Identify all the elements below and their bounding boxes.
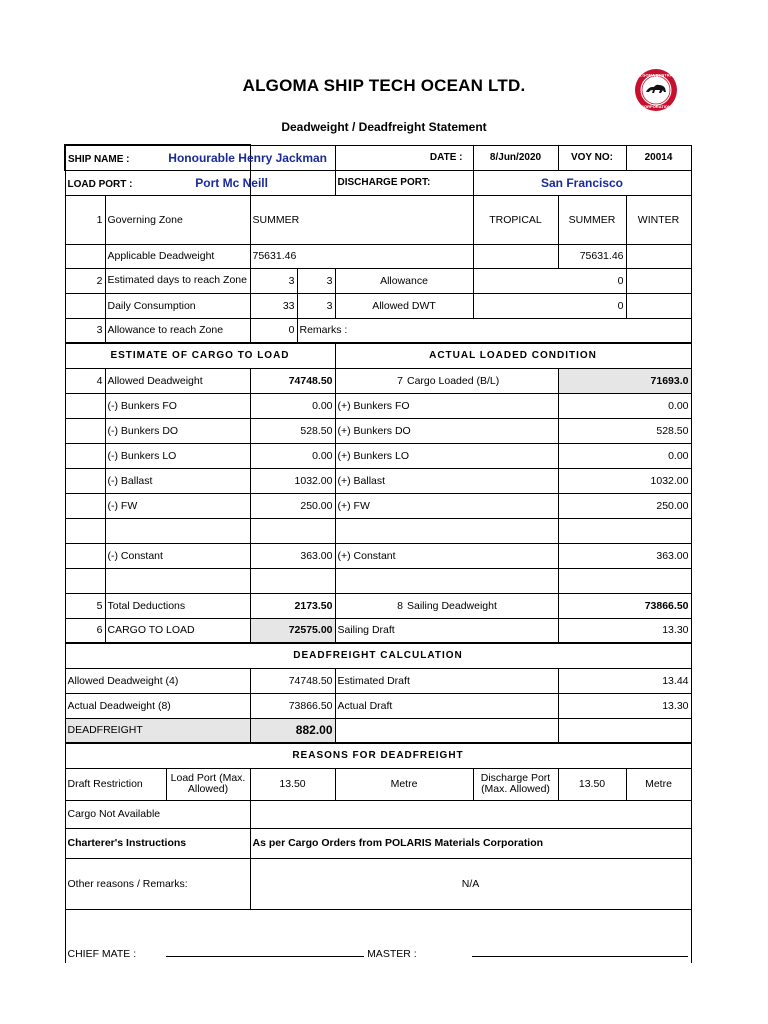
estimate-row-value: 1032.00 bbox=[250, 468, 335, 493]
cargo-to-load-label: CARGO TO LOAD bbox=[105, 618, 250, 643]
estimate-row-value: 0.00 bbox=[250, 443, 335, 468]
deduction-row bbox=[65, 543, 691, 568]
df-allowed-label: Allowed Deadweight (4) bbox=[65, 668, 250, 693]
estimate-row-label: (-) Constant bbox=[105, 543, 250, 568]
charterer-label: Charterer's Instructions bbox=[65, 828, 250, 858]
df-allowed-value: 74748.50 bbox=[250, 668, 335, 693]
charterer-value: As per Cargo Orders from POLARIS Materials Corporation bbox=[250, 828, 691, 858]
allowance-zone-row bbox=[65, 318, 691, 343]
zone-summer: SUMMER bbox=[558, 195, 626, 244]
allowance-label: Allowance bbox=[335, 268, 473, 293]
actual-row-value: 363.00 bbox=[558, 543, 691, 568]
deadfreight-label: DEADFREIGHT bbox=[65, 718, 250, 743]
cargo-to-load-row bbox=[65, 618, 691, 643]
actual-row-value: 0.00 bbox=[558, 393, 691, 418]
deduction-row bbox=[65, 493, 691, 518]
deduction-row bbox=[65, 468, 691, 493]
logo-text-top: ALGOMA CENTRAL bbox=[637, 72, 675, 78]
estimate-section-title: ESTIMATE OF CARGO TO LOAD bbox=[65, 343, 335, 368]
actual-section-title: ACTUAL LOADED CONDITION bbox=[335, 343, 691, 368]
deadfreight-allowed-row bbox=[65, 668, 691, 693]
metre-unit-2: Metre bbox=[626, 768, 691, 800]
actual-row-value: 1032.00 bbox=[558, 468, 691, 493]
item-number-4: 4 bbox=[65, 368, 105, 393]
signature-row bbox=[65, 909, 691, 963]
load-port-value: Port Mc Neill bbox=[195, 175, 268, 190]
deadfreight-total-row bbox=[65, 718, 691, 743]
blank-row bbox=[65, 568, 691, 593]
estimated-days-a: 3 bbox=[250, 268, 297, 293]
allowance-value: 0 bbox=[473, 268, 626, 293]
cargo-to-load-value: 72575.00 bbox=[250, 618, 335, 643]
allowed-dwt-label: Allowed DWT bbox=[335, 293, 473, 318]
discharge-port-max-value: 13.50 bbox=[558, 768, 626, 800]
sailing-draft-value: 13.30 bbox=[558, 618, 691, 643]
port-row bbox=[65, 170, 691, 195]
estimated-draft-label: Estimated Draft bbox=[335, 668, 558, 693]
date-value: 8/Jun/2020 bbox=[473, 145, 558, 170]
actual-row-label: (+) Bunkers FO bbox=[335, 393, 558, 418]
estimated-days-b: 3 bbox=[297, 268, 335, 293]
estimate-row-value: 0.00 bbox=[250, 393, 335, 418]
draft-restriction-row bbox=[65, 768, 691, 800]
df-actual-value: 73866.50 bbox=[250, 693, 335, 718]
total-row bbox=[65, 593, 691, 618]
discharge-port-max-label: Discharge Port (Max. Allowed) bbox=[473, 768, 558, 800]
actual-row-value: 528.50 bbox=[558, 418, 691, 443]
actual-row-label: (+) Bunkers LO bbox=[335, 443, 558, 468]
actual-row-label: (+) Ballast bbox=[335, 468, 558, 493]
total-deductions-label: Total Deductions bbox=[105, 593, 250, 618]
company-title: ALGOMA SHIP TECH OCEAN LTD. bbox=[242, 76, 526, 95]
other-reasons-label: Other reasons / Remarks: bbox=[65, 858, 250, 909]
deadfreight-actual-row bbox=[65, 693, 691, 718]
allowance-zone-label: Allowance to reach Zone bbox=[105, 318, 250, 343]
load-port-max-label: Load Port (Max. Allowed) bbox=[170, 772, 246, 795]
blank-row bbox=[65, 518, 691, 543]
estimate-row-label: (-) Bunkers LO bbox=[105, 443, 250, 468]
deadweight-statement-table bbox=[64, 144, 692, 963]
governing-zone-summer: SUMMER bbox=[250, 195, 473, 244]
allowed-deadweight-value: 74748.50 bbox=[250, 368, 335, 393]
ship-name-value: Honourable Henry Jackman bbox=[168, 150, 327, 165]
allowed-dwt-value: 0 bbox=[473, 293, 626, 318]
deadfreight-header-row bbox=[65, 643, 691, 668]
item-number-7: 7 bbox=[397, 374, 403, 387]
item-number-1: 1 bbox=[65, 195, 105, 244]
deduction-row bbox=[65, 393, 691, 418]
item-number-5: 5 bbox=[65, 593, 105, 618]
actual-draft-label: Actual Draft bbox=[335, 693, 558, 718]
sailing-deadweight-value: 73866.50 bbox=[558, 593, 691, 618]
allowance-zone-value: 0 bbox=[250, 318, 297, 343]
discharge-port-value: San Francisco bbox=[473, 170, 691, 195]
allowed-deadweight-label: Allowed Deadweight bbox=[105, 368, 250, 393]
governing-zone-row bbox=[65, 195, 691, 244]
applicable-deadweight-row bbox=[65, 244, 691, 268]
applicable-deadweight-label: Applicable Deadweight bbox=[105, 244, 250, 268]
estimate-row-value: 250.00 bbox=[250, 493, 335, 518]
total-deductions-value: 2173.50 bbox=[250, 593, 335, 618]
deduction-row bbox=[65, 443, 691, 468]
deadfreight-value: 882.00 bbox=[250, 718, 335, 743]
cargo-loaded-label: Cargo Loaded (B/L) bbox=[405, 368, 558, 393]
item-number-2: 2 bbox=[65, 268, 105, 293]
daily-consumption-b: 3 bbox=[297, 293, 335, 318]
estimate-row-value: 528.50 bbox=[250, 418, 335, 443]
sailing-draft-label: Sailing Draft bbox=[335, 618, 558, 643]
applicable-summer-value: 75631.46 bbox=[558, 244, 626, 268]
actual-row-label: (+) FW bbox=[335, 493, 558, 518]
ship-row bbox=[65, 145, 691, 170]
deadfreight-section-title: DEADFREIGHT CALCULATION bbox=[65, 643, 691, 668]
item-number-3: 3 bbox=[65, 318, 105, 343]
estimate-row-value: 363.00 bbox=[250, 543, 335, 568]
estimate-row-label: (-) Bunkers FO bbox=[105, 393, 250, 418]
applicable-deadweight-value: 75631.46 bbox=[250, 244, 473, 268]
voy-label: VOY NO: bbox=[558, 145, 626, 170]
actual-row-label: (+) Constant bbox=[335, 543, 558, 568]
metre-unit-1: Metre bbox=[335, 768, 473, 800]
ship-name-label: SHIP NAME : bbox=[68, 153, 130, 165]
sailing-deadweight-label: Sailing Deadweight bbox=[405, 593, 558, 618]
reasons-section-title: REASONS FOR DEADFREIGHT bbox=[65, 743, 691, 768]
daily-consumption-a: 33 bbox=[250, 293, 297, 318]
actual-row-value: 250.00 bbox=[558, 493, 691, 518]
discharge-port-label: DISCHARGE PORT: bbox=[335, 170, 473, 195]
actual-row-label: (+) Bunkers DO bbox=[335, 418, 558, 443]
daily-consumption-row bbox=[65, 293, 691, 318]
logo-text-bottom: CORPORATION bbox=[641, 104, 671, 109]
cargo-not-available-row bbox=[65, 800, 691, 828]
allowed-deadweight-row bbox=[65, 368, 691, 393]
reasons-header-row bbox=[65, 743, 691, 768]
item-number-6: 6 bbox=[65, 618, 105, 643]
zone-tropical: TROPICAL bbox=[473, 195, 558, 244]
remarks-label: Remarks : bbox=[297, 318, 691, 343]
other-reasons-value: N/A bbox=[250, 858, 691, 909]
cargo-loaded-value: 71693.0 bbox=[558, 368, 691, 393]
estimated-draft-value: 13.44 bbox=[558, 668, 691, 693]
document-title: Deadweight / Deadfreight Statement bbox=[281, 120, 487, 134]
master-signature-line bbox=[472, 956, 688, 957]
estimate-row-label: (-) FW bbox=[105, 493, 250, 518]
estimate-row-label: (-) Bunkers DO bbox=[105, 418, 250, 443]
daily-consumption-label: Daily Consumption bbox=[105, 293, 250, 318]
charterer-row bbox=[65, 828, 691, 858]
load-port-label: LOAD PORT : bbox=[67, 178, 133, 190]
other-reasons-row bbox=[65, 858, 691, 909]
voy-value: 20014 bbox=[626, 145, 691, 170]
governing-zone-label: Governing Zone bbox=[105, 195, 250, 244]
company-logo bbox=[634, 68, 678, 112]
master-label: MASTER : bbox=[367, 948, 417, 960]
zone-winter: WINTER bbox=[626, 195, 691, 244]
load-port-max-value: 13.50 bbox=[250, 768, 335, 800]
estimate-row-label: (-) Ballast bbox=[105, 468, 250, 493]
chief-mate-signature-line bbox=[166, 956, 364, 957]
item-number-8: 8 bbox=[397, 599, 403, 612]
date-label: DATE : bbox=[335, 145, 473, 170]
cargo-section-header-row bbox=[65, 343, 691, 368]
deduction-row bbox=[65, 418, 691, 443]
df-actual-label: Actual Deadweight (8) bbox=[65, 693, 250, 718]
actual-row-value: 0.00 bbox=[558, 443, 691, 468]
estimated-days-row bbox=[65, 268, 691, 293]
cargo-not-available-label: Cargo Not Available bbox=[65, 800, 250, 828]
chief-mate-label: CHIEF MATE : bbox=[67, 948, 137, 960]
draft-restriction-label: Draft Restriction bbox=[66, 769, 167, 800]
actual-draft-value: 13.30 bbox=[558, 693, 691, 718]
estimated-days-label: Estimated days to reach Zone bbox=[105, 268, 250, 293]
